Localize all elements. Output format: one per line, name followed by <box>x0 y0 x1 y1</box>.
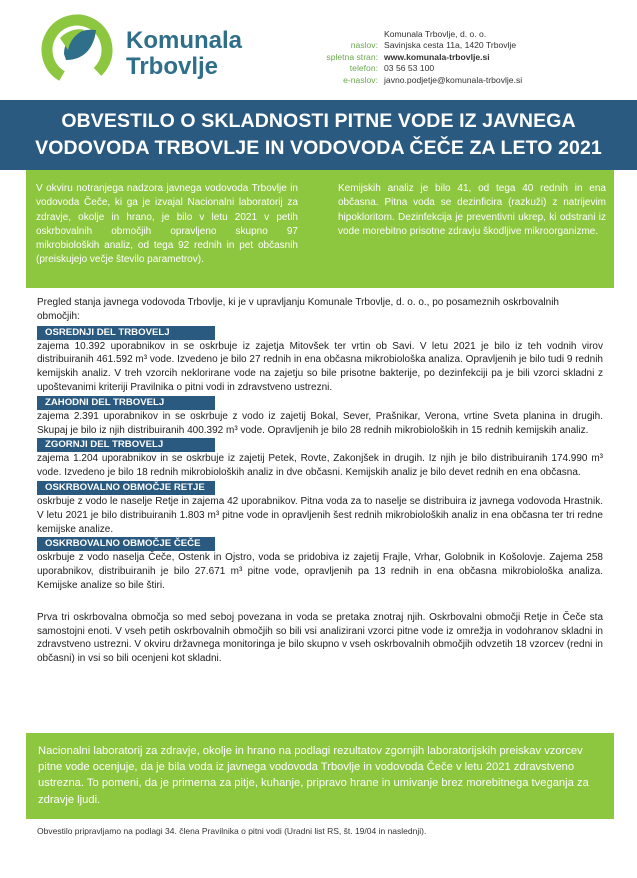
komunala-logo-icon <box>38 14 116 86</box>
contact-label: spletna stran: <box>326 51 378 62</box>
contact-label: telefon: <box>349 63 378 74</box>
sections-list <box>37 325 603 593</box>
section-heading: ZGORNJI DEL TRBOVELJ <box>37 438 215 452</box>
summary-column-2: Kemijskih analiz je bilo 41, od tega 40 rednih in ena občasna. Pitna voda se dezinficira (razkuži) z natrijevim hipokloritom. Dezinfekcija je preventivni ukrep, ki odstrani iz vode morebitno prisotne zdravju škodljive mikroorganizme. <box>338 183 606 237</box>
contact-row <box>300 40 630 51</box>
contact-row <box>300 29 630 40</box>
main-content <box>37 296 603 666</box>
contact-label <box>300 29 384 40</box>
section-body: oskrbuje z vodo naselja Čeče, Ostenk in Ojstro, voda se pridobiva iz zajetij Frajle, Vrhar, Golobnik in Košolovje. Zajema 258 uporabnikov, distribuiranih je bilo 27.671 m³ pitne vode, opravljenih pa 13 rednih in ena občasna mikrobiološka analiza. Kemijske analize so bile štiri. <box>37 552 603 591</box>
section-body: zajema 1.204 uporabnikov in se oskrbuje iz zajetij Petek, Rovte, Zakonjšek in drugih. Iz njih je bilo distribuiranih 174.990 m³ vode. Izvedeno je bilo 18 rednih mikrobioloških analiz in dve občasni. Kemijskih analiz je bilo devet rednih en ena občasna. <box>37 453 603 479</box>
page-title <box>0 100 637 162</box>
contact-email: javno.podjetje@komunala-trbovlje.si <box>384 74 523 85</box>
footnote: Obvestilo pripravljamo na podlagi 34. člena Pravilnika o pitni vodi (Uradni list RS, št. 19/04 in naslednji). <box>37 826 427 836</box>
title-band <box>0 100 637 170</box>
contact-phone: 03 56 53 100 <box>384 63 435 74</box>
page-header <box>0 0 637 100</box>
title-line-1: OBVESTILO O SKLADNOSTI PITNE VODE IZ JAVNEGA <box>61 110 576 132</box>
contact-address: Savinjska cesta 11a, 1420 Trbovlje <box>384 40 517 51</box>
contact-block <box>300 29 630 86</box>
closing-paragraph: Prva tri oskrbovalna območja so med seboj povezana in voda se pretaka znotraj njih. Oskrbovalni območji Retje in Čeče sta samostojni enoti. V vseh petih oskrbovalnih območjih so bili vsi analizirani vzorci pitne vode iz omrežja in vodohranov skladni in zdravstveno ustrezni. V okviru državnega monitoringa je bilo skupno v vseh oskrbovalnih območjih odvzetih 18 vzorcev (redni in občasni) in vsi so bili ocenjeni kot skladni. <box>37 611 603 665</box>
summary-box <box>26 170 614 288</box>
contact-label: naslov: <box>350 40 378 51</box>
section-heading: ZAHODNI DEL TRBOVELJ <box>37 396 215 410</box>
section-heading: OSKRBOVALNO OBMOČJE ČEČE <box>37 537 215 551</box>
logo-wordmark <box>126 28 242 80</box>
section-body: oskrbuje z vodo le naselje Retje in zajema 42 uporabnikov. Pitna voda za to naselje se distribuira iz javnega vodovoda Hrastnik. V letu 2021 je bilo distribuiranih 1.803 m³ pitne vode in opravljenih šest rednih mikrobioloških analiz in ena občasna ter tri redne kemijske analize. <box>37 495 603 535</box>
logo-line-1: Komunala <box>126 27 243 54</box>
section-body: zajema 2.391 uporabnikov in se oskrbuje z vodo iz zajetij Bokal, Sever, Prašnikar, Verona, vrtine Sveta planina in drugih. Skupaj je bilo iz njih distribuiranih 400.392 m³ vode. Opravljenih je bilo 28 rednih mikrobioloških in 15 rednih kemijskih analiz. <box>37 410 603 436</box>
contact-row <box>300 63 630 74</box>
contact-row <box>300 75 630 86</box>
conclusion-box: Nacionalni laboratorij za zdravje, okolje in hrano na podlagi rezultatov zgornjih laboratorijskih preiskav vzorcev pitne vode ocenjuje, da je bila voda iz javnega vodovoda Trbovlje in vodovoda Čeče v letu 2021 zdravstveno ustrezna. To pomeni, da je primerna za pitje, kuhanje, pripravo hrane in umivanje brez morebitnega tveganja za zdravje ljudi. <box>26 733 614 819</box>
company-name: Komunala Trbovlje, d. o. o. <box>384 29 487 39</box>
logo-line-2: Trbovlje <box>126 53 219 80</box>
section-heading: OSKRBOVALNO OBMOČJE RETJE <box>37 481 215 495</box>
contact-website: www.komunala-trbovlje.si <box>384 51 490 62</box>
summary-column-1: V okviru notranjega nadzora javnega vodovoda Trbovlje in vodovoda Čeče, ki ga je izvajal Nacionalni laboratorij za zdravje, okolje in hrano, je bilo v letu 2021 v petih oskrbovalnih območjih opravljeno skupno 97 mikrobioloških analiz, od tega 92 rednih in pet občasnih (preiskujejo večje število parametrov). <box>36 183 298 266</box>
contact-label: e-naslov: <box>343 74 378 85</box>
intro-text: Pregled stanja javnega vodovoda Trbovlje, ki je v upravljanju Komunale Trbovlje, d. o. o., po posameznih oskrbovalnih območjih: <box>37 297 559 322</box>
title-line-2: VODOVODA TRBOVLJE IN VODOVODA ČEČE ZA LETO 2021 <box>35 137 602 159</box>
contact-row <box>300 52 630 63</box>
section-heading: OSREDNJI DEL TRBOVELJ <box>37 326 215 340</box>
section-body: zajema 10.392 uporabnikov in se oskrbuje iz zajetja Mitovšek ter vrtin ob Savi. V letu 2021 je bilo iz teh vodnih virov distribuiranih 461.592 m³ vode. Izvedeno je bilo 27 rednih in ena občasna mikrobiološka analiza. Opravljenih je bilo tudi 9 rednih kemijskih analiz. V treh vzorcih neklorirane vode na zajetju so bile prisotne bakterije, po dezinfekciji pa je bili vzorci skladni z upoštevanimi kriteriji Pravilnika o pitni vodi in zdravstveno ustrezni. <box>37 340 603 393</box>
